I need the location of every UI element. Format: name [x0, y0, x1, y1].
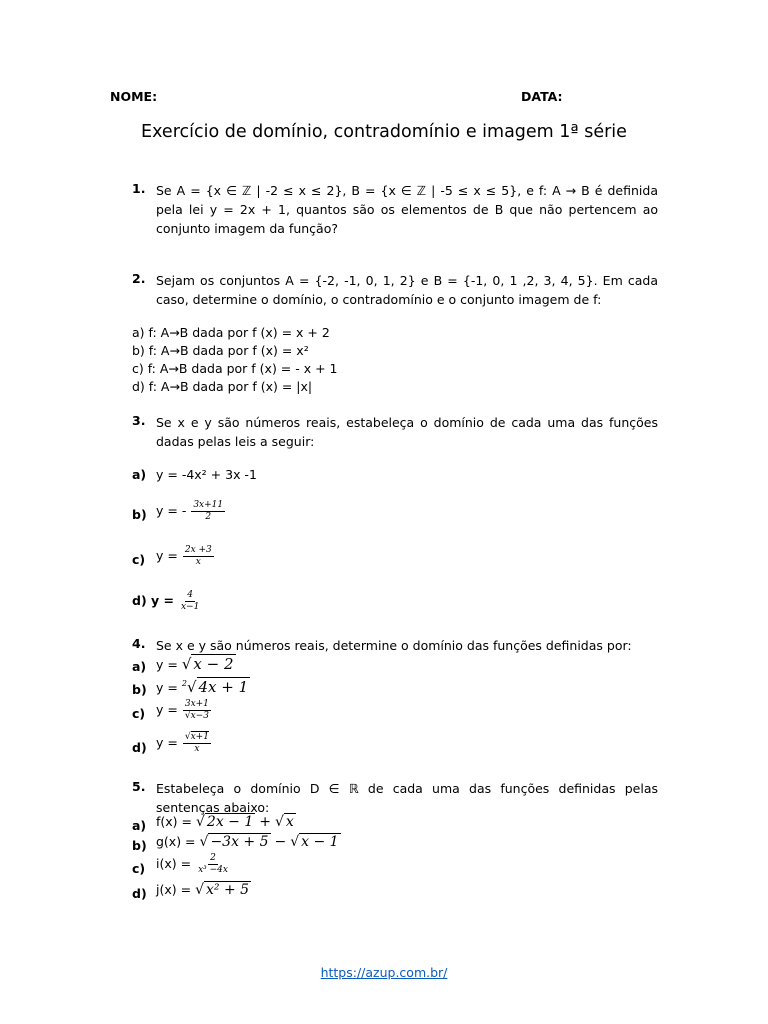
q5-a-radicand-2: x	[285, 814, 294, 830]
q3-b-expr	[156, 500, 226, 523]
q3-a-expr: y = -4x² + 3x -1	[156, 467, 257, 482]
q4-c-label: c)	[132, 706, 146, 721]
q4-c-numerator: 3x+1	[184, 699, 209, 709]
footer-link[interactable]: https://azup.com.br/	[320, 965, 448, 980]
q3-b-prefix: y = -	[156, 503, 187, 518]
q3-b-fraction	[191, 500, 225, 523]
q5-a-radicand-1: 2x − 1	[206, 814, 254, 830]
q4-b-radicand: 4x + 1	[198, 678, 249, 696]
q5-a-label: a)	[132, 818, 147, 833]
q4-a-sqrt: √ x − 2	[181, 655, 234, 673]
q5-b-expr	[156, 834, 341, 850]
q5-c-label: c)	[132, 861, 146, 876]
q4-c-expr	[156, 699, 212, 722]
q3-d-fraction	[179, 590, 201, 613]
q5-c-numerator: 2	[210, 853, 216, 863]
q1-text: Se A = {x ∈ ℤ | -2 ≤ x ≤ 2}, B = {x ∈ ℤ | -5 ≤ x ≤ 5}, e f: A → B é definida pela lei y = 2x + 1, quantos são os elementos de B que não pertencem ao conjunto imagem da função?	[156, 183, 658, 236]
q2-text: Sejam os conjuntos A = {-2, -1, 0, 1, 2} e B = {-1, 0, 1 ,2, 3, 4, 5}. Em cada caso, determine o domínio, o contradomínio e o conjunto imagem de f:	[156, 273, 658, 307]
q4-d-numerator: √x+1	[184, 732, 209, 742]
q4-d-fraction	[183, 732, 211, 755]
q2-item-c: c) f: A→B dada por f (x) = - x + 1	[132, 361, 338, 376]
q5-b-sqrt-2: √ x − 1	[290, 834, 339, 850]
q2-item-b: b) f: A→B dada por f (x) = x²	[132, 343, 309, 358]
q4-a-prefix: y =	[156, 657, 178, 672]
q5-b-sqrt-1: √ −3x + 5	[199, 834, 269, 850]
q5-a-prefix: f(x) =	[156, 814, 192, 829]
q3-text: Se x e y são números reais, estabeleça o domínio de cada uma das funções dadas pelas leis a seguir:	[156, 415, 658, 449]
q2-item-d: d) f: A→B dada por f (x) = |x|	[132, 379, 313, 394]
page-title: Exercício de domínio, contradomínio e imagem 1ª série	[141, 122, 627, 142]
q2-item-a: a) f: A→B dada por f (x) = x + 2	[132, 325, 330, 340]
q5-text: Estabeleça o domínio D ∈ ℝ de cada uma das funções definidas pelas sentenças abaixo:	[156, 781, 658, 815]
q3-c-denominator: x	[195, 557, 201, 567]
q4-b-sqrt: $^2$√ 4x + 1	[181, 678, 249, 696]
q4-a-label: a)	[132, 659, 147, 674]
q5-b-prefix: g(x) =	[156, 834, 196, 849]
q3-a-label: a)	[132, 467, 147, 482]
q5-a-expr	[156, 814, 296, 830]
q3-c-label: c)	[132, 552, 146, 567]
q4-d-label: d)	[132, 740, 147, 755]
q3-c-numerator: 2x +3	[184, 545, 212, 555]
q3-d-numerator: 4	[187, 590, 194, 600]
q5-b-radicand-2: x − 1	[301, 834, 339, 850]
date-label: DATA:	[521, 89, 563, 104]
q5-b-label: b)	[132, 838, 147, 853]
q4-d-expr	[156, 732, 212, 755]
q5-d-radicand: x² + 5	[205, 882, 250, 898]
q5-d-label: d)	[132, 886, 147, 901]
q4-b-expr	[156, 678, 250, 696]
q5-c-expr	[156, 853, 231, 876]
q5-b-operator: −	[274, 834, 287, 850]
q3-d-label: d) y =	[132, 593, 174, 608]
q5-d-prefix: j(x) =	[156, 882, 192, 897]
q4-c-den-radicand: x−3	[190, 711, 209, 721]
q5-a-operator: +	[259, 814, 271, 830]
q3-b-label: b)	[132, 507, 147, 522]
q3-number: 3.	[132, 413, 146, 428]
q3-d-expr	[132, 590, 202, 613]
q5-number: 5.	[132, 779, 146, 794]
q4-d-num-radicand: x+1	[190, 732, 209, 742]
q4-number: 4.	[132, 636, 146, 651]
q3-c-fraction	[183, 545, 214, 568]
q3-c-expr	[156, 545, 215, 568]
q4-c-prefix: y =	[156, 702, 178, 717]
q4-c-fraction	[183, 699, 211, 722]
q4-d-prefix: y =	[156, 735, 178, 750]
q4-a-expr	[156, 655, 236, 673]
q3-d-denominator: x−1	[180, 602, 200, 612]
q3-b-denominator: 2	[205, 512, 212, 522]
q4-text: Se x e y são números reais, determine o domínio das funções definidas por:	[156, 638, 632, 653]
q3-c-prefix: y =	[156, 548, 178, 563]
q5-a-sqrt-1: √ 2x − 1	[195, 814, 254, 830]
q2-number: 2.	[132, 271, 146, 286]
q4-a-radicand: x − 2	[193, 655, 234, 673]
q5-c-prefix: i(x) =	[156, 856, 192, 871]
q5-c-fraction	[196, 853, 230, 876]
q4-b-prefix: y =	[156, 680, 178, 695]
q5-a-sqrt-2: √ x	[274, 814, 294, 830]
name-label: NOME:	[110, 89, 158, 104]
q4-c-denominator: √x−3	[184, 711, 209, 721]
q5-d-sqrt: √ x² + 5	[195, 882, 250, 898]
q4-b-label: b)	[132, 682, 147, 697]
q3-b-numerator: 3x+11	[193, 500, 224, 510]
q1-number: 1.	[132, 181, 146, 196]
q4-b-index: 2	[181, 679, 187, 688]
q5-b-radicand-1: −3x + 5	[210, 834, 269, 850]
q4-d-denominator: x	[194, 744, 200, 754]
q5-c-denominator: x³ −4x	[198, 865, 228, 875]
q5-d-expr	[156, 882, 251, 898]
